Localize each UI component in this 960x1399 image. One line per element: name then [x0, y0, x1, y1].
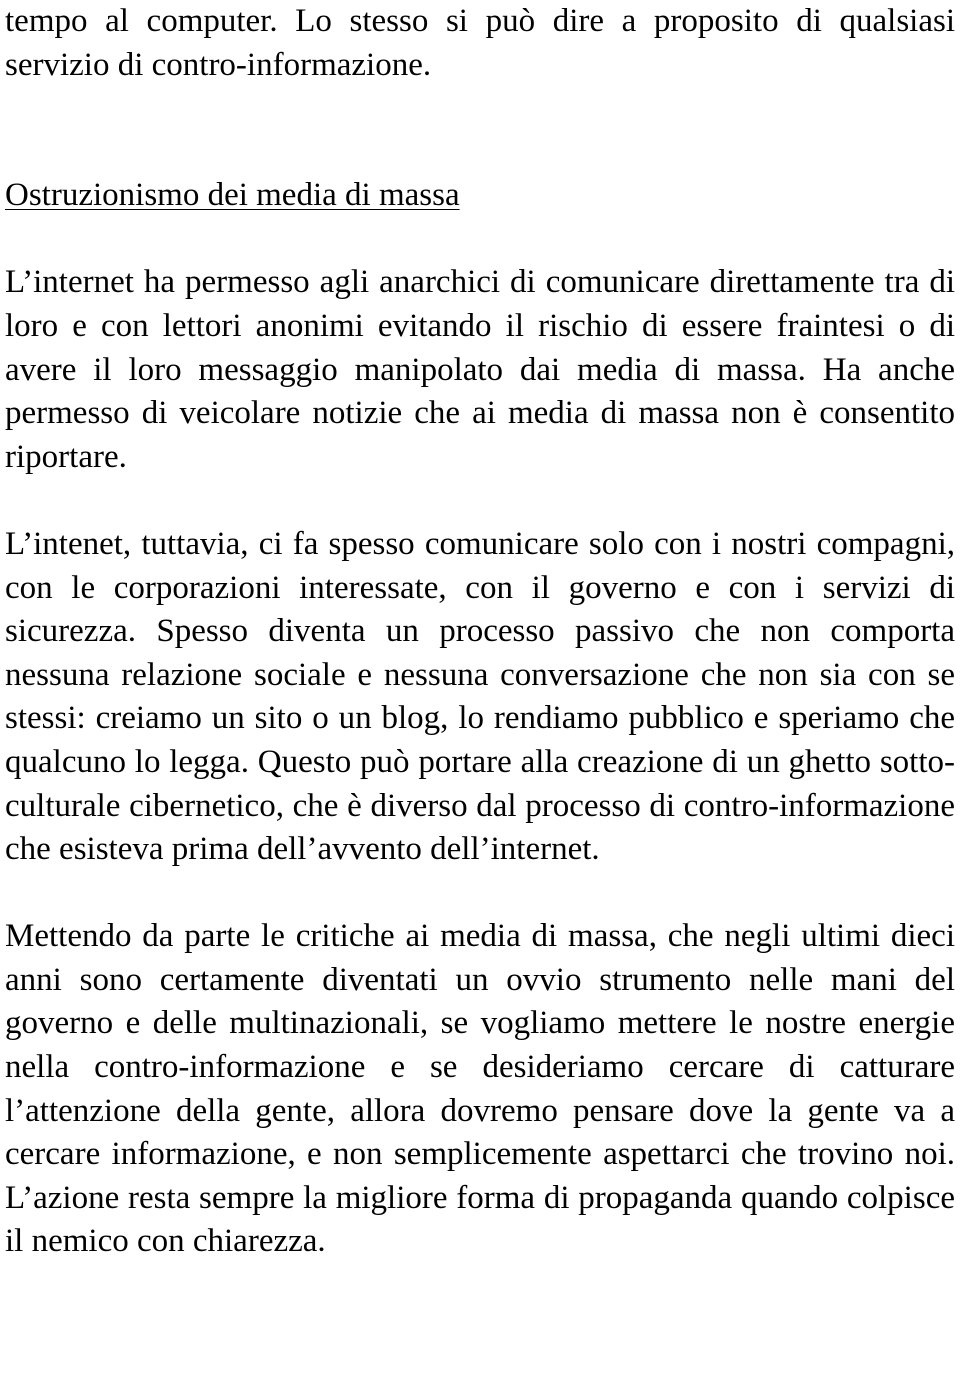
- paragraph-gap: [5, 87, 955, 174]
- body-paragraph-2: L’intenet, tuttavia, ci fa spesso comunicare solo con i nostri compagni, con le corporazioni interessate, con il governo e con i servizi di sicurezza. Spesso diventa un processo passivo che non comporta nessuna relazione sociale e nessuna conversazione che non sia con se stessi: creiamo un sito o un blog, lo rendiamo pubblico e speriamo che qualcuno lo legga. Questo può portare alla creazione di un ghetto sotto-culturale cibernetico, che è diverso dal processo di contro-informazione che esisteva prima dell’avvento dell’internet.: [5, 525, 955, 868]
- document-page: [5, 0, 955, 1264]
- body-paragraph-3: Mettendo da parte le critiche ai media di massa, che negli ultimi dieci anni sono certamente diventati un ovvio strumento nelle mani del governo e delle multinazionali, se vogliamo mettere le nostre energie nella contro-informazione e se desideriamo cercare di catturare l’attenzione della gente, allora dovremo pensare dove la gente va a cercare informazione, e non semplicemente aspettarci che trovino noi. L’azione resta sempre la migliore forma di propaganda quando colpisce il nemico con chiarezza.: [5, 918, 955, 1260]
- intro-paragraph: tempo al computer. Lo stesso si può dire a proposito di qualsiasi servizio di contro-informazione.: [5, 3, 955, 83]
- paragraph-gap: [5, 218, 955, 262]
- body-paragraph-1: L’internet ha permesso agli anarchici di comunicare direttamente tra di loro e con lettori anonimi evitando il rischio di essere fraintesi o di avere il loro messaggio manipolato dai media di massa. Ha anche permesso di veicolare notizie che ai media di massa non è consentito riportare.: [5, 264, 955, 475]
- paragraph-gap: [5, 872, 955, 916]
- section-heading: Ostruzionismo dei media di massa: [5, 177, 460, 214]
- paragraph-gap: [5, 479, 955, 523]
